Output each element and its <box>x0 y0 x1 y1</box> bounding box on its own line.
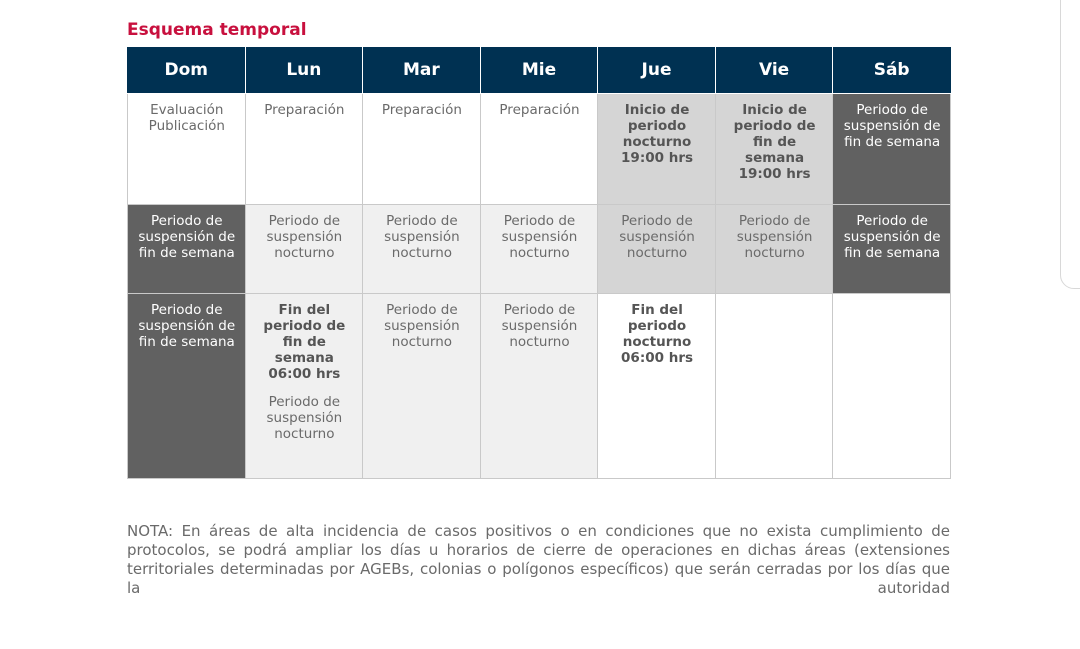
day-header-sab: Sáb <box>833 47 951 94</box>
schedule-cell-dom <box>128 294 246 479</box>
day-header-vie: Vie <box>715 47 833 94</box>
schedule-cell-mie <box>480 294 598 479</box>
table-header-row <box>128 47 951 94</box>
table-row <box>128 94 951 205</box>
schedule-cell-vie <box>715 94 833 205</box>
cell-text: Preparación <box>499 102 580 118</box>
cell-text: Periodo de suspensión de fin de semana <box>843 102 941 150</box>
cell-text: Periodo de suspensión nocturno <box>619 213 695 261</box>
cell-text: Periodo de suspensión nocturno <box>384 302 460 350</box>
cell-text: Periodo de suspensión nocturno <box>266 213 343 261</box>
cell-text: Periodo de suspensión de fin de semana <box>843 213 941 261</box>
schedule-body <box>128 94 951 479</box>
cell-text: Periodo de suspensión nocturno <box>501 213 578 261</box>
cell-text: Periodo de suspensión nocturno <box>384 213 460 261</box>
schedule-cell-sáb <box>833 94 951 205</box>
schedule-cell-jue <box>598 294 716 479</box>
day-header-mie: Mie <box>480 47 598 94</box>
day-header-lun: Lun <box>245 47 363 94</box>
cell-text: Fin del periodo nocturno 06:00 hrs <box>621 302 694 366</box>
schedule-cell-jue <box>598 94 716 205</box>
cell-text: Inicio de periodo nocturno 19:00 hrs <box>621 102 694 166</box>
cell-text: Preparación <box>381 102 462 118</box>
schedule-cell-jue <box>598 205 716 294</box>
cell-text: Fin del periodo de fin de semana 06:00 hrs <box>263 302 346 382</box>
schedule-cell-mar <box>363 294 481 479</box>
schedule-cell-lun <box>245 205 363 294</box>
section-title: Esquema temporal <box>127 20 307 40</box>
schedule-cell-dom <box>128 205 246 294</box>
day-header-jue: Jue <box>598 47 716 94</box>
schedule-cell-lun <box>245 94 363 205</box>
schedule-cell-lun <box>245 294 363 479</box>
schedule-cell-mie <box>480 94 598 205</box>
schedule-cell-sáb <box>833 294 951 479</box>
side-panel-edge <box>1060 0 1080 289</box>
schedule-cell-mar <box>363 94 481 205</box>
cell-text: Periodo de suspensión de fin de semana <box>138 302 236 350</box>
cell-text: Periodo de suspensión nocturno <box>736 213 813 261</box>
schedule-cell-mar <box>363 205 481 294</box>
cell-text: Evaluación Publicación <box>148 102 225 134</box>
day-header-mar: Mar <box>363 47 481 94</box>
cell-text: Inicio de periodo de fin de semana 19:00 hrs <box>733 102 816 182</box>
schedule-cell-dom <box>128 94 246 205</box>
schedule-cell-vie <box>715 294 833 479</box>
day-header-dom: Dom <box>128 47 246 94</box>
schedule-cell-mie <box>480 205 598 294</box>
schedule-cell-vie <box>715 205 833 294</box>
schedule-cell-sáb <box>833 205 951 294</box>
schedule-table <box>127 47 951 479</box>
cell-text: Periodo de suspensión de fin de semana <box>138 213 236 261</box>
table-row <box>128 205 951 294</box>
cell-text: Preparación <box>264 102 345 118</box>
cell-text: Periodo de suspensión nocturno <box>266 394 343 442</box>
table-row <box>128 294 951 479</box>
note-paragraph: NOTA: En áreas de alta incidencia de casos positivos o en condiciones que no exista cumplimiento de protocolos, se podrá ampliar los días u horarios de cierre de operaciones en dichas áreas (extensiones territoriales determinadas por AGEBs, colonias o polígonos específicos) que serán cerradas por los días que la autoridad <box>127 522 950 597</box>
cell-text: Periodo de suspensión nocturno <box>501 302 578 350</box>
